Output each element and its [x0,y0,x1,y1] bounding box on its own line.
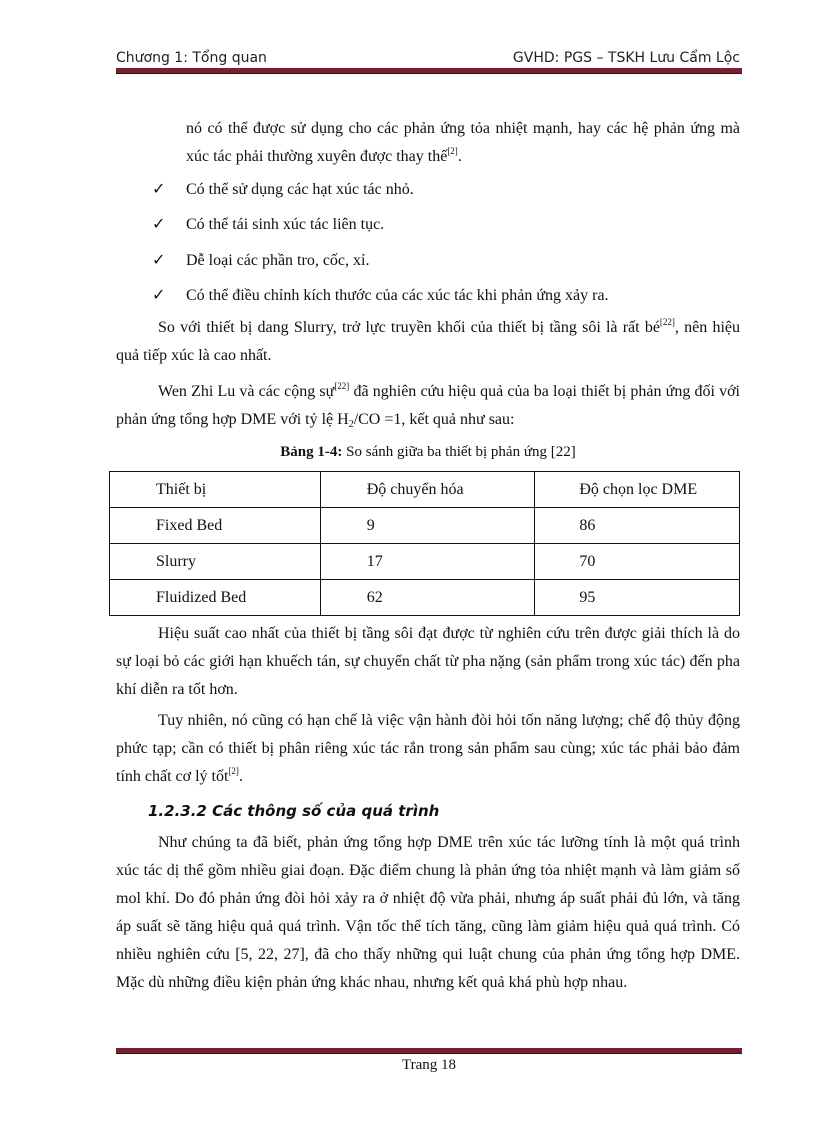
table-row [110,544,740,580]
page-number: Trang 18 [401,1057,457,1073]
table-cell: 9 [320,508,535,544]
page-header [116,50,740,70]
table-cell: 17 [320,544,535,580]
footer-rule [116,1048,742,1054]
check-icon: ✓ [152,252,166,269]
list-item-text: Dễ loại các phần tro, cốc, xỉ. [186,252,370,269]
table-header-row [110,472,740,508]
table-cell: 70 [535,544,740,580]
efficiency-paragraph: Hiệu suất cao nhất của thiết bị tầng sôi đạt được từ nghiên cứu trên được giải thích là do sự loại bỏ các giới hạn khuếch tán, sự chuyển chất từ pha nặng (sản phẩm trong xúc tác) đến pha khí diễn ra tốt hơn. [116,625,740,698]
table-cell: Fluidized Bed [110,580,321,616]
check-icon: ✓ [152,287,166,304]
comparison-table [109,471,740,616]
section-heading: 1.2.3.2 Các thông số của quá trình [148,802,440,820]
list-item-text: Có thể điều chỉnh kích thước của các xúc tác khi phản ứng xảy ra. [186,287,609,304]
chapter-title: Chương 1: Tổng quan [116,50,267,66]
advisor-name: GVHD: PGS – TSKH Lưu Cẩm Lộc [512,50,740,66]
table-caption: Bảng 1-4: So sánh giữa ba thiết bị phản ứng [22] [280,444,576,460]
parameters-paragraph: Như chúng ta đã biết, phản ứng tổng hợp DME trên xúc tác lưỡng tính là một quá trình xúc tác dị thể gồm nhiều giai đoạn. Đặc điểm chung là phản ứng tỏa nhiệt mạnh và làm giảm số mol khí. Do đó phản ứng đòi hỏi xảy ra ở nhiệt độ vừa phải, nhưng áp suất phải đủ lớn, và tăng áp suất sẽ tăng hiệu quả quá trình. Vận tốc thể tích tăng, cũng làm giảm hiệu quả quá trình. Có nhiều nghiên cứu [5, 22, 27], đã cho thấy những qui luật chung của phản ứng tổng hợp DME. Mặc dù những điều kiện phản ứng khác nhau, nhưng kết quả khá phù hợp nhau. [116,834,740,991]
list-item-text: Có thể sử dụng các hạt xúc tác nhỏ. [186,181,414,198]
subscript: 2 [348,419,354,430]
column-header: Độ chuyển hóa [320,472,535,508]
check-icon: ✓ [152,181,166,198]
column-header: Thiết bị [110,472,321,508]
table-cell: 95 [535,580,740,616]
table-cell: Slurry [110,544,321,580]
wen-paragraph: Wen Zhi Lu và các cộng sự[22] đã nghiên cứu hiệu quả của ba loại thiết bị phản ứng đối với phản ứng tổng hợp DME với tỷ lệ $H_2/CO =1$, kết quả như sau: [116,381,740,430]
citation: [2] [228,766,239,776]
citation: [22] [334,381,350,391]
column-header: Độ chọn lọc DME [535,472,740,508]
citation: [22] [659,317,675,327]
check-icon: ✓ [152,216,166,233]
table-row [110,508,740,544]
table-row [110,580,740,616]
table-cell: 62 [320,580,535,616]
intro-paragraph: nó có thể được sử dụng cho các phản ứng tỏa nhiệt mạnh, hay các hệ phản ứng mà xúc tác phải thường xuyên được thay thế[2]. [186,120,740,165]
header-rule [116,68,742,74]
list-item-text: Có thể tái sinh xúc tác liên tục. [186,216,385,233]
slurry-paragraph: So với thiết bị dang Slurry, trở lực truyền khối của thiết bị tầng sôi là rất bé[22], nên hiệu quả tiếp xúc là cao nhất. [116,317,740,364]
citation: [2] [447,146,458,156]
table-cell: Fixed Bed [110,508,321,544]
table-cell: 86 [535,508,740,544]
limitations-paragraph: Tuy nhiên, nó cũng có hạn chế là việc vận hành đòi hỏi tốn năng lượng; chế độ thủy động phức tạp; cần có thiết bị phân riêng xúc tác rắn trong sản phẩm sau cùng; xúc tác phải bảo đảm tính chất cơ lý tốt[2]. [116,712,740,785]
